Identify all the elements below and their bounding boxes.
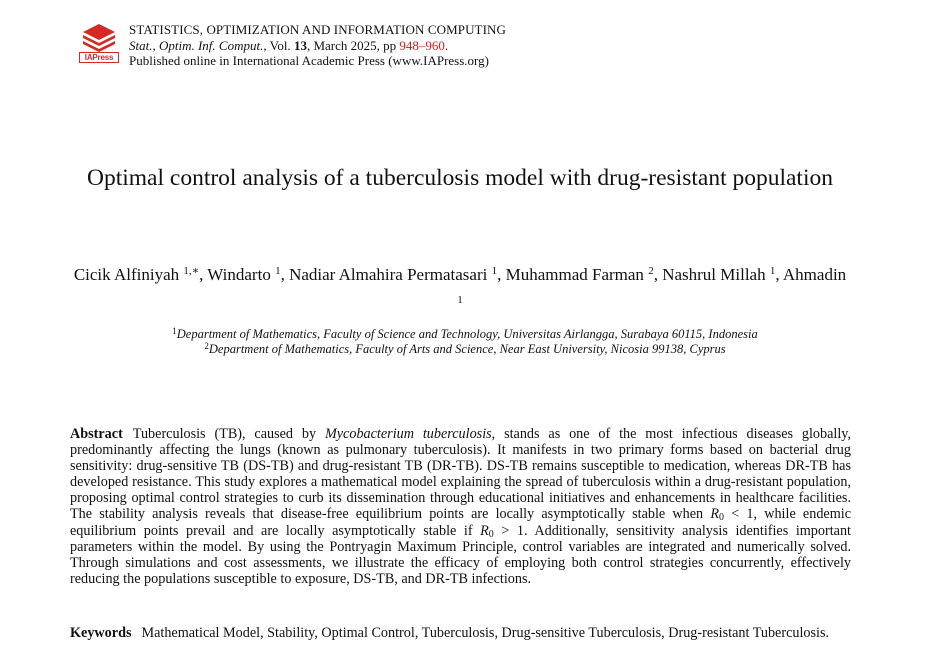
affiliation-item (70, 342, 860, 357)
organism-name: Mycobacterium tuberculosis (324, 426, 492, 442)
keywords-label: Keywords (70, 625, 132, 641)
author-affil-mark: 1 (275, 265, 281, 277)
citation-pages-link[interactable]: 948–960 (399, 37, 445, 53)
keywords (70, 625, 851, 641)
author-name: Cicik Alfiniyah (73, 265, 180, 284)
author-affil-mark: 1 (769, 265, 776, 277)
math-relation: > 1 (493, 522, 525, 539)
math-symbol: R (710, 506, 719, 523)
citation-abbrev: Stat., Optim. Inf. Comput. (129, 37, 264, 53)
affiliation-mark: 1 (172, 326, 177, 336)
keywords-text: Mathematical Model, Stability, Optimal Control, Tuberculosis, Drug-sensitive Tuberculosis, Drug-resistant Tuberculosis. (141, 625, 830, 641)
iapress-logo (79, 22, 119, 64)
citation-line (129, 38, 506, 54)
author-name: Ahmadin (782, 265, 847, 284)
author-name: Nashrul Millah (662, 265, 766, 284)
math-r0-lt (710, 506, 753, 522)
abstract (70, 426, 851, 587)
abstract-text-1: Tuberculosis (TB), caused by (132, 426, 325, 442)
affiliation-item (70, 327, 860, 342)
math-subscript: 0 (488, 528, 494, 540)
abstract-label: Abstract (70, 426, 123, 442)
journal-name: STATISTICS, OPTIMIZATION AND INFORMATION COMPUTING (129, 22, 506, 37)
math-subscript: 0 (719, 512, 724, 524)
affiliation-text: Department of Mathematics, Faculty of Arts and Science, Near East University, Nicosia 99138, Cyprus (208, 342, 726, 356)
math-symbol: R (480, 522, 489, 539)
citation-date: , March 2025, pp (306, 37, 400, 53)
author-name: Nadiar Almahira Permatasari (289, 265, 488, 284)
author-affil-mark: 1 (457, 294, 463, 306)
author-name: Windarto (207, 265, 271, 284)
math-r0-gt (480, 523, 524, 539)
author-name: Muhammad Farman (505, 265, 644, 284)
abstract-text-2: , stands as one of the most infectious diseases globally, predominantly affecting the lungs (known as pulmonary tuberculosis). It manifests in two primary forms based on bacterial drug sensitivity: drug-sensitive TB (DS-TB) and drug-resistant TB (DR-TB). DS-TB remains susceptible to medication, whereas DR-TB has developed resistance. This study explores a mathematical model explaining the spread of tuberculosis within a drug-resistant population, proposing optimal control strategies to curb its dissemination through educational initiatives and enhancements in healthcare facilities. The stability analysis reveals that disease-free equilibrium points are locally asymptotically stable when (70, 426, 852, 523)
author-list: Cicik Alfiniyah $^{1,∗}$, Windarto $^1$, Nadiar Almahira Permatasari $^1$, Muhammad Farman $^2$, Nashrul Millah $^1$, Ahmadin $^1$ (73, 265, 847, 306)
abstract-text-4: . Additionally, sensitivity analysis identifies important parameters within the model. By using the Pontryagin Maximum Principle, control variables are integrated and numerically solved. Through simulations and cost assessments, we illustrate the efficacy of employing both control strategies concurrently, effectively reducing the populations susceptible to exposure, DS-TB, and DR-TB infections. (70, 522, 851, 587)
logo-text: IAPress (79, 52, 119, 63)
journal-info (129, 22, 506, 69)
author-affil-mark: 1,∗ (183, 265, 200, 277)
author-affil-mark: 2 (648, 265, 654, 277)
affiliation-mark: 2 (204, 341, 209, 351)
paper-title: Optimal control analysis of a tuberculosis model with drug-resistant population (87, 165, 833, 191)
citation-vol-prefix: , Vol. (263, 37, 294, 53)
abstract-text-3: , while endemic equilibrium points prevail and are locally asymptotically stable if (70, 506, 851, 539)
math-relation: < 1 (724, 506, 754, 523)
citation-end: . (444, 37, 449, 53)
published-line: Published online in International Academic Press (www.IAPress.org) (129, 53, 489, 68)
stacked-books-icon (79, 22, 119, 53)
affiliation-list (70, 327, 860, 357)
affiliation-text: Department of Mathematics, Faculty of Science and Technology, Universitas Airlangga, Surabaya 60115, Indonesia (176, 327, 758, 341)
journal-header (79, 22, 506, 69)
citation-volume: 13 (293, 37, 307, 53)
author-affil-mark: 1 (491, 265, 498, 277)
